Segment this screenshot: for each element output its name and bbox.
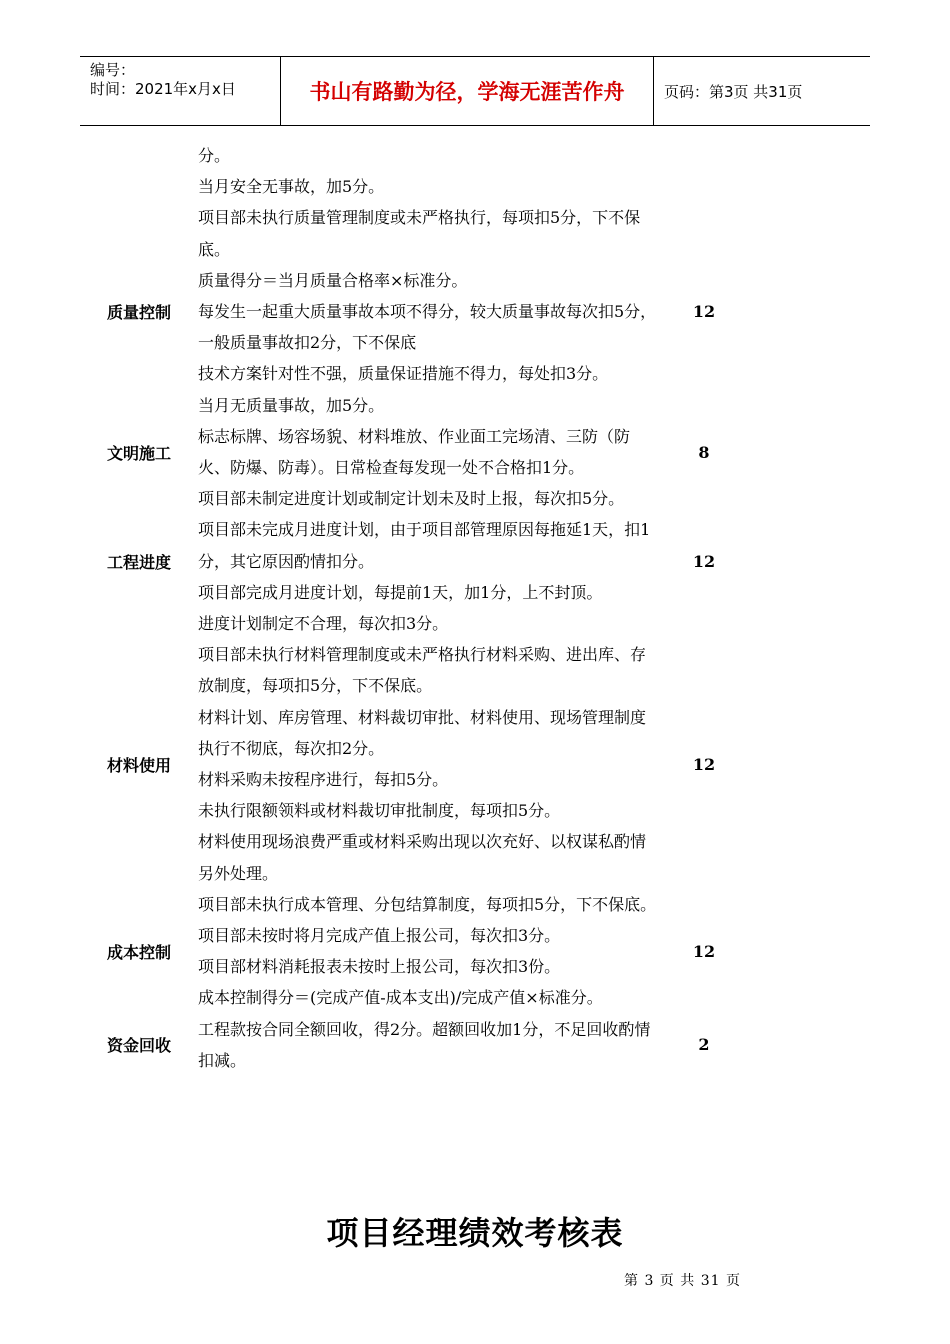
rule-item: 未执行限额领料或材料裁切审批制度，每项扣5分。 <box>198 801 561 821</box>
assessment-table <box>80 140 780 1076</box>
rule-item: 项目部未执行成本管理、分包结算制度，每项扣5分，下不保底。 <box>198 894 657 914</box>
page-header <box>80 56 870 126</box>
standard-score: 12 <box>692 551 716 571</box>
header-page-info: 页码：第3页 共31页 <box>664 82 803 101</box>
assessment-row <box>80 421 780 483</box>
rule-item: 材料使用现场浪费严重或材料采购出现以次充好、以权谋私酌情另外处理。 <box>198 832 647 883</box>
rule-item: 标志标牌、场容场貌、材料堆放、作业面工完场清、三防（防火、防爆、防毒）。日常检查每发现一处不合格扣1分。 <box>198 426 631 478</box>
rule-item: 技术方案针对性不强，质量保证措施不得力，每处扣3分。 <box>198 364 609 384</box>
rules-list <box>198 140 658 202</box>
assessment-row <box>80 639 780 889</box>
rules-list <box>198 1014 658 1076</box>
assessment-row <box>80 889 780 1014</box>
standard-score: 2 <box>698 1035 710 1055</box>
category-label: 质量控制 <box>106 303 171 323</box>
header-meta <box>80 57 280 125</box>
category-label: 工程进度 <box>106 552 171 572</box>
page-footer: 第 3 页 共 31 页 <box>624 1273 741 1289</box>
assessment-row <box>80 483 780 639</box>
rule-item: 成本控制得分＝(完成产值-成本支出)/完成产值×标准分。 <box>198 988 603 1008</box>
standard-score: 8 <box>698 442 710 462</box>
rule-item: 工程款按合同全额回收，得2分。超额回收加1分，不足回收酌情扣减。 <box>198 1019 651 1070</box>
document-date-label: 时间：2021年x月x日 <box>90 80 236 98</box>
document-number-label: 编号： <box>90 61 136 79</box>
rule-item: 每发生一起重大质量事故本项不得分，较大质量事故每次扣5分，一般质量事故扣2分，下不保底 <box>198 302 657 353</box>
rule-item: 项目部未按时将月完成产值上报公司，每次扣3分。 <box>198 926 561 946</box>
rules-list <box>198 421 658 483</box>
standard-score: 12 <box>692 302 716 322</box>
category-label: 成本控制 <box>106 942 171 962</box>
rule-item: 材料采购未按程序进行，每扣5分。 <box>198 770 449 790</box>
assessment-row <box>80 1014 780 1076</box>
rule-item: 质量得分＝当月质量合格率×标准分。 <box>198 270 468 290</box>
rule-item: 当月安全无事故，加5分。 <box>198 177 385 197</box>
rule-item: 项目部材料消耗报表未按时上报公司，每次扣3份。 <box>198 957 561 977</box>
category-label: 资金回收 <box>106 1036 171 1056</box>
rules-list <box>198 202 658 420</box>
category-label: 材料使用 <box>106 755 171 775</box>
next-table-title: 项目经理绩效考核表 <box>326 1214 624 1252</box>
rule-item: 当月无质量事故，加5分。 <box>198 395 385 415</box>
rule-item: 材料计划、库房管理、材料裁切审批、材料使用、现场管理制度执行不彻底，每次扣2分。 <box>198 707 647 758</box>
assessment-row <box>80 202 780 420</box>
rules-list <box>198 483 658 639</box>
rule-item: 项目部未制定进度计划或制定计划未及时上报，每次扣5分。 <box>198 489 625 509</box>
rule-item: 进度计划制定不合理，每次扣3分。 <box>198 614 449 634</box>
standard-score: 12 <box>692 941 716 961</box>
rules-list <box>198 889 658 1014</box>
assessment-row <box>80 140 780 202</box>
standard-score: 12 <box>692 754 716 774</box>
rule-item: 分。 <box>198 146 231 165</box>
rule-item: 项目部完成月进度计划，每提前1天，加1分，上不封顶。 <box>198 582 603 602</box>
rules-list <box>198 639 658 889</box>
header-motto: 书山有路勤为径，学海无涯苦作舟 <box>280 57 654 125</box>
rule-item: 项目部未执行质量管理制度或未严格执行，每项扣5分，下不保底。 <box>198 208 641 259</box>
category-label: 文明施工 <box>106 443 171 463</box>
rule-item: 项目部未完成月进度计划，由于项目部管理原因每拖延1天，扣1分，其它原因酌情扣分。 <box>198 520 651 571</box>
rule-item: 项目部未执行材料管理制度或未严格执行材料采购、进出库、存放制度，每项扣5分，下不保底。 <box>198 645 647 696</box>
